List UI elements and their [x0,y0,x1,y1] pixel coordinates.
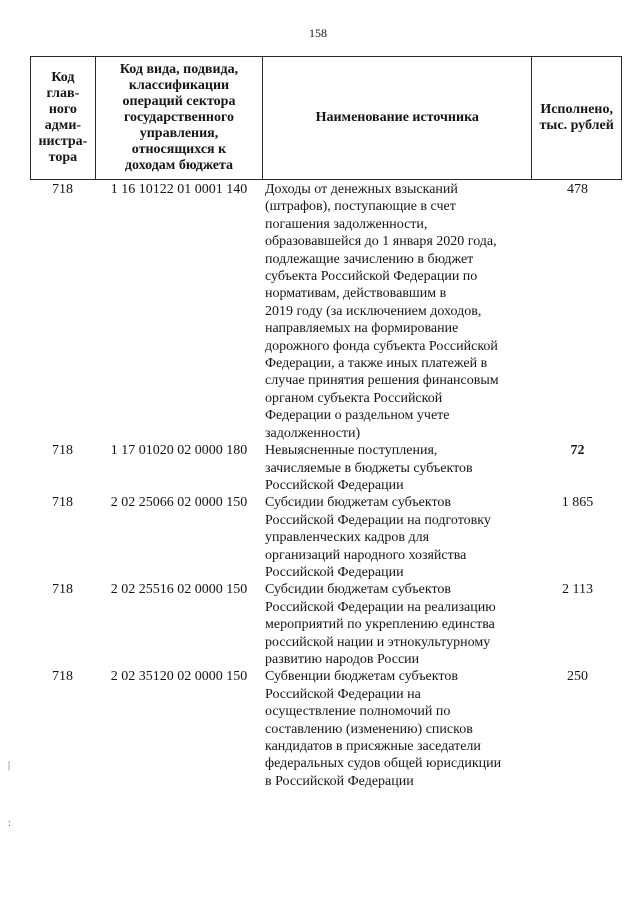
table-row [30,668,622,790]
classification-code-cell: 2 02 35120 02 0000 150 [110,669,248,685]
amount-cell: 72 [570,443,585,459]
classification-code-cell: 1 17 01020 02 0000 180 [110,443,248,459]
header-amount: Исполнено, тыс. рублей [539,102,614,133]
classification-code-cell: 1 16 10122 01 0001 140 [110,182,248,197]
admin-code-cell: 718 [52,495,73,511]
table-row [30,494,622,581]
admin-code-cell: 718 [52,669,73,685]
classification-code-cell: 2 02 25516 02 0000 150 [110,582,248,598]
source-name-cell: Невыясненные поступления, зачисляемые в бюджеты субъектов Российской Федерации [265,443,473,493]
amount-cell: 2 113 [562,582,593,598]
header-classification-code: Код вида, подвида, классификации операций сектора государственного управления, относящихся к доходам бюджета [96,57,263,179]
page-number: 158 [309,26,327,40]
table-row [30,442,622,494]
amount-cell: 1 865 [561,495,594,511]
source-name-cell: Субсидии бюджетам субъектов Российской Федерации на реализацию мероприятий по укреплению единства российской нации и этнокультурному развитию народов России [265,582,496,667]
admin-code-cell: 718 [52,582,73,598]
source-name-cell: Доходы от денежных взысканий (штрафов), поступающие в счет погашения задолженности, образовавшейся до 1 января 2020 года, подлежащие зачислению в бюджет субъекта Российской Федерации по нормативам, действовавшим в 2019 году (за исключением доходов, направляемых на формирование дорожного фонда субъекта Российской Федерации, а также иных платежей в случае принятия решения финансовым органом субъекта Российской Федерации о раздельном учете задолженности) [265,182,499,441]
admin-code-cell: 718 [52,443,73,459]
table-row [30,181,622,442]
scan-margin-mark: | [8,760,11,771]
table-row [30,581,622,668]
source-name-cell: Субсидии бюджетам субъектов Российской Федерации на подготовку управленческих кадров для организаций народного хозяйства Российской Федерации [265,495,491,580]
header-source-name: Наименование источника [263,57,532,179]
classification-code-cell: 2 02 25066 02 0000 150 [110,495,248,511]
source-name-cell: Субвенции бюджетам субъектов Российской Федерации на осуществление полномочий по составлению (изменению) списков кандидатов в присяжные заседатели федеральных судов общей юрисдикции в Российской Федерации [265,669,502,789]
amount-cell: 250 [567,669,588,685]
amount-cell: 478 [567,182,588,197]
scan-margin-mark: : [8,818,11,829]
admin-code-cell: 718 [52,182,73,197]
table-header [30,56,622,180]
header-admin-code: Код глав- ного адми- нистра- тора [31,57,96,179]
table-body [30,181,622,790]
